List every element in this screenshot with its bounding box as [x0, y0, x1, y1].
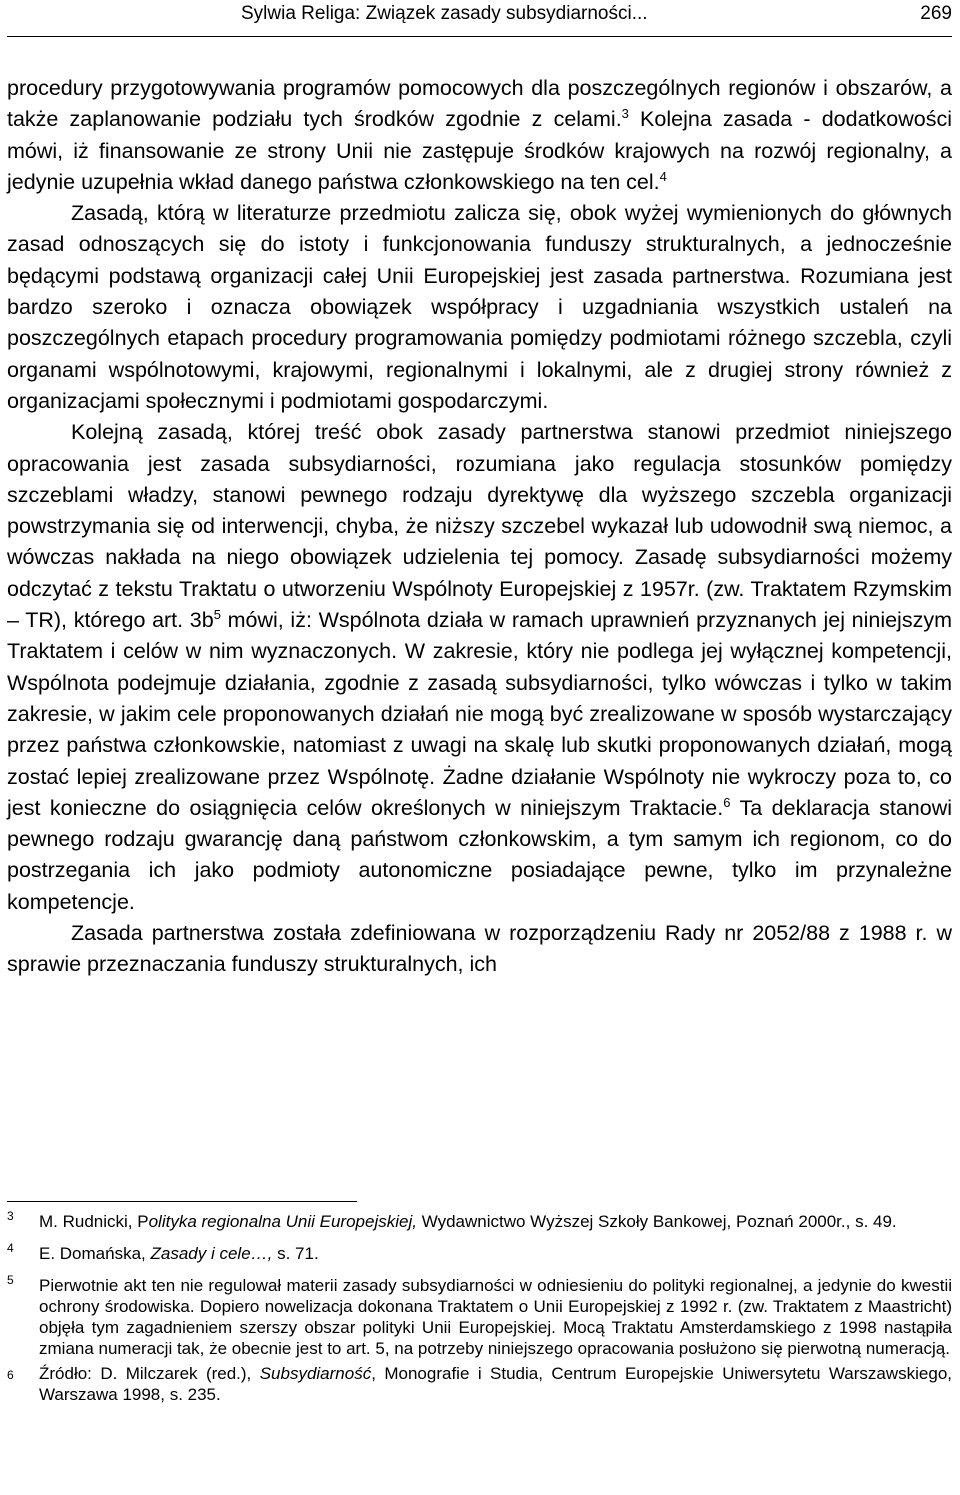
footnote-number: 5 [7, 1273, 14, 1287]
text-run: mówi, iż: Wspólnota działa w ramach uprawnień przyznanych jej niniejszym Traktatem i celów w nim wyznaczonych. W zakresie, który nie podlega jej wyłącznej kompetencji, Wspólnota podejmuje działania, zgodnie z zasadą subsydiarności, tylko wówczas i tylko w takim zakresie, w jakim cele proponowanych działań nie mogą być zrealizowane w sposób wystarczający przez państwa członkowskie, natomiast z uwagi na skalę lub skutki proponowanych działań, mogą zostać lepiej zrealizowane przez Wspólnotę. Żadne działanie Wspólnoty nie wykroczy poza to, co jest konieczne do osiągnięcia celów określonych w niniejszym Traktacie. [7, 608, 952, 820]
text-run: Źródło: D. Milczarek (red.), [39, 1364, 260, 1383]
text-run: Kolejna zasada - dodatkowości mówi, iż finansowanie ze strony Unii nie zastępuje środków krajowych na rozwój regionalny, a jedynie uzupełnia wkład danego państwa członkowskiego na ten cel. [7, 107, 952, 194]
document-page [7, 0, 953, 1404]
footnote [7, 1243, 952, 1264]
footnote-text [39, 1363, 952, 1405]
footnote-text [39, 1275, 952, 1359]
page-number: 269 [920, 3, 952, 24]
paragraph: Zasada partnerstwa została zdefiniowana w rozporządzeniu Rady nr 2052/88 z 1988 r. w sprawie przeznaczania funduszy strukturalnych, ich [7, 921, 952, 977]
text-run: Pierwotnie akt ten nie regulował materii zasady subsydiarności w odniesieniu do polityki regionalnej, a jedynie do kwestii ochrony środowiska. Dopiero nowelizacja dokonana Traktatem o Unii Europejskiej z 1992 r. (zw. Traktatem z Maastricht) objęła tym zagadnieniem szerszy obszar polityki Unii Europejskiej. Mocą Traktatu Amsterdamskiego z 1998 nastąpiła zmiana numeracji tak, że obecnie jest to art. 5, na potrzeby niniejszego opracowania posłużono się pierwotną numeracją. [39, 1276, 952, 1358]
text-run: s. 71. [272, 1244, 319, 1263]
text-run-italic: olityka regionalna Unii Europejskiej, [148, 1212, 417, 1231]
footnote-ref[interactable]: 4 [659, 168, 667, 184]
footnotes [7, 1211, 952, 1405]
paragraph [7, 73, 952, 198]
text-run: Wydawnictwo Wyższej Szkoły Bankowej, Poznań 2000r., s. 49. [416, 1212, 897, 1231]
footnote-separator [7, 1201, 357, 1202]
footnote-text [39, 1211, 952, 1232]
paragraph: Zasadą, którą w literaturze przedmiotu zalicza się, obok wyżej wymienionych do głównych zasad odnoszących się do istoty i funkcjonowania funduszy strukturalnych, a jednocześnie będącymi podstawą organizacji całej Unii Europejskiej jest zasada partnerstwa. Rozumiana jest bardzo szeroko i oznacza obowiązek współpracy i uzgadniania wszystkich ustaleń na poszczególnych etapach procedury programowania pomiędzy podmiotami różnego szczebla, czyli organami wspólnotowymi, krajowymi, regionalnymi i lokalnymi, ale z drugiej strony również z organizacjami społecznymi i podmiotami gospodarczymi. [7, 201, 952, 413]
text-run: M. Rudnicki, P [39, 1212, 149, 1231]
footnote-ref[interactable]: 6 [723, 794, 731, 810]
running-title: Sylwia Religa: Związek zasady subsydiarności... [241, 3, 648, 24]
text-run: Ta deklaracja stanowi pewnego rodzaju gwarancję daną państwom członkowskim, a tym samym ich regionom, co do postrzegania ich jako podmioty autonomiczne posiadające pewne, tylko im przynależne kompetencje. [7, 795, 953, 914]
footnote [7, 1363, 952, 1405]
text-run: E. Domańska, [39, 1244, 151, 1263]
text-run-italic: Subsydiarność [259, 1364, 372, 1383]
footnote-number: 6 [7, 1368, 14, 1382]
footnote-text [39, 1243, 952, 1264]
text-run: Kolejną zasadą, której treść obok zasady partnerstwa stanowi przedmiot niniejszego opracowania jest zasada subsydiarności, rozumiana jako regulacja stosunków pomiędzy szczeblami władzy, stanowi pewnego rodzaju dyrektywę dla wyższego szczebla organizacji powstrzymania się od interwencji, chyba, że niższy szczebel wykazał lub udowodnił swą niemoc, a wówczas nakłada na niego obowiązek udzielenia tej pomocy. Zasadę subsydiarności możemy odczytać z tekstu Traktatu o utworzeniu Wspólnoty Europejskiej z 1957r. (zw. Traktatem Rzymskim – TR), którego art. 3b [7, 420, 952, 633]
text-run: , Monografie i Studia, Centrum Europejskie Uniwersytetu Warszawskiego, Warszawa 1998, s. 235. [39, 1364, 952, 1404]
main-text [7, 73, 952, 981]
footnote [7, 1275, 952, 1359]
footnote-ref[interactable]: 5 [213, 606, 221, 622]
running-header [7, 0, 952, 37]
footnote-ref[interactable]: 3 [621, 106, 629, 122]
footnote-number: 3 [7, 1209, 14, 1223]
footnote [7, 1211, 952, 1232]
text-run-italic: Zasady i cele…, [150, 1244, 273, 1263]
paragraph [7, 417, 952, 918]
text-run: procedury przygotowywania programów pomocowych dla poszczególnych regionów i obszarów, a także zaplanowanie podziału tych środków zgodnie z celami. [7, 76, 952, 132]
footnote-number: 4 [7, 1241, 14, 1255]
